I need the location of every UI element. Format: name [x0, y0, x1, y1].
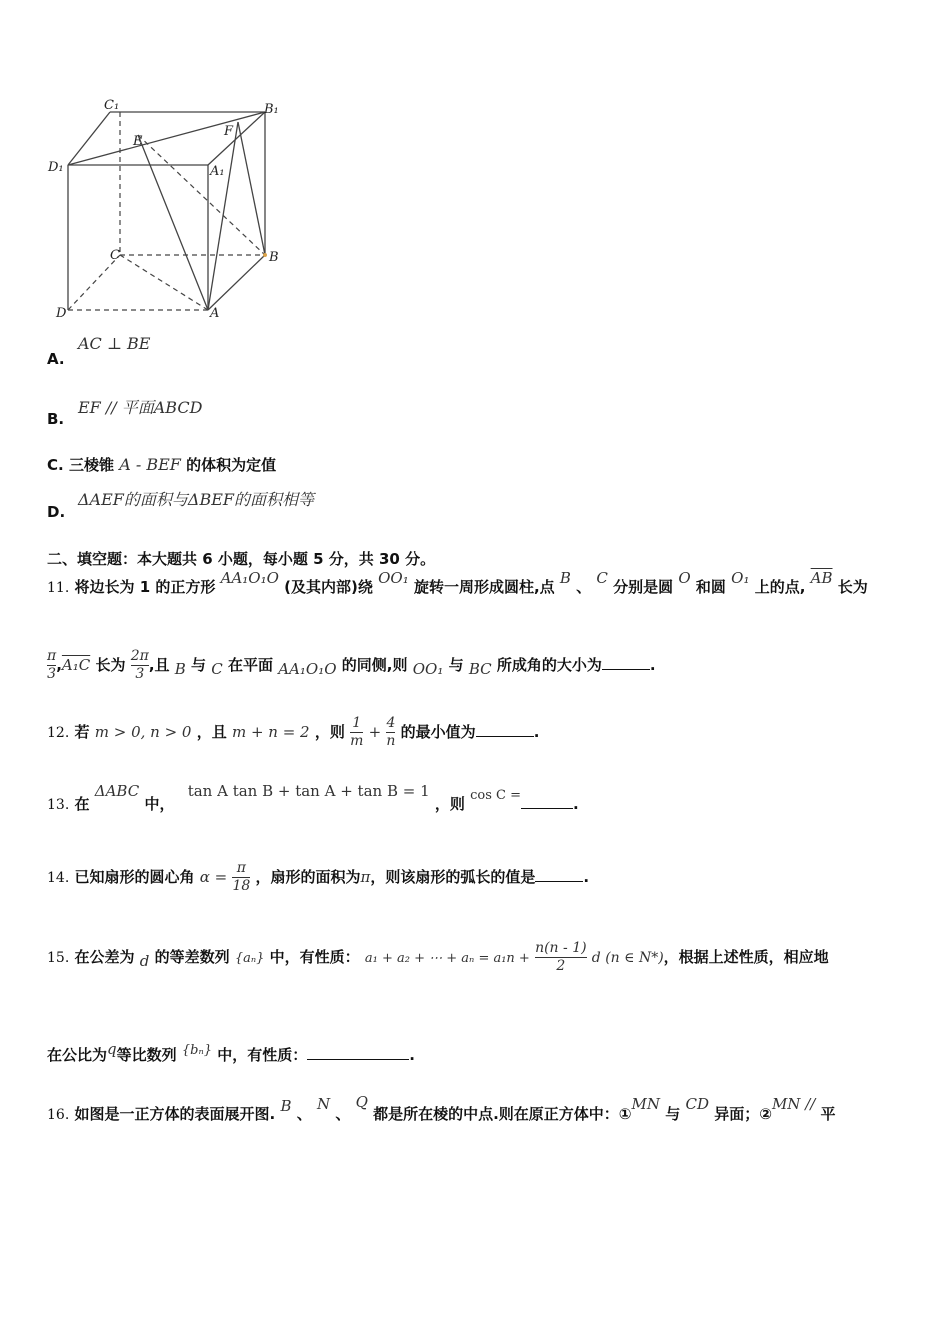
q11-text: 在平面 [228, 656, 274, 674]
answer-blank[interactable] [521, 808, 573, 809]
q11-math: OO₁ [412, 660, 444, 678]
q15-text: 在公差为 [74, 948, 135, 966]
q13-text: 在 [74, 795, 90, 813]
q11-text: 分别是圆 [613, 578, 674, 596]
q11-fraction [131, 648, 149, 683]
q13-text: ，则 [434, 795, 465, 813]
label-c: C [110, 248, 120, 263]
q11-math: AA₁O₁O [278, 660, 337, 678]
numerator: 1 [352, 715, 362, 731]
q12-fraction-2 [386, 715, 395, 750]
q14-math: α = [199, 868, 228, 886]
q11-text: ,且 [148, 656, 170, 674]
question-13 [47, 782, 579, 814]
q12-text: ，且 [196, 723, 227, 741]
label-a1: A₁ [210, 164, 225, 179]
edge-dc [68, 255, 120, 310]
q11-math: C [211, 660, 223, 678]
edge-ab [208, 255, 265, 310]
numerator: π [236, 860, 246, 876]
q11-math: BC [468, 660, 492, 678]
numerator: 4 [386, 715, 396, 731]
label-b: B [269, 250, 279, 265]
question-number: 13. [47, 797, 70, 813]
q11-text: 旋转一周形成圆柱,点 [413, 578, 555, 596]
q14-text: ，扇形的面积为 [255, 868, 361, 886]
label-a: A [210, 306, 220, 321]
answer-blank[interactable] [535, 881, 583, 882]
q11-math: $\overline{AB}$ [810, 569, 833, 587]
q13-math: ΔABC [94, 782, 140, 800]
question-number: 12. [47, 725, 70, 741]
q11-text: 长为 [95, 656, 126, 674]
q16-math: N [316, 1095, 331, 1113]
q12-fraction-1 [350, 715, 363, 750]
q13-math: tan A tan B + tan A + tan B = 1 [187, 782, 430, 800]
label-f: F [224, 124, 234, 139]
q15-text: . [409, 1046, 415, 1064]
q16-math: CD [685, 1095, 709, 1113]
label-e: E [133, 134, 143, 149]
q15-text: 在公比为 [47, 1046, 108, 1064]
q15-text: 中，有性质： [217, 1046, 308, 1064]
question-14 [47, 860, 589, 895]
q12-math: + [368, 723, 382, 741]
denominator: 18 [232, 878, 251, 894]
option-c-prefix: 三棱锥 [68, 456, 114, 474]
q16-text: 、 [335, 1105, 351, 1123]
q11-text: (及其内部)绕 [284, 578, 373, 596]
denominator: 2 [535, 957, 587, 975]
q11-math: O₁ [731, 569, 750, 587]
answer-blank[interactable] [602, 669, 650, 670]
q11-fraction [47, 648, 56, 683]
q16-text: 异面；② [714, 1105, 772, 1123]
q12-math: m + n = 2 [231, 723, 310, 741]
q11-text: 、 [576, 578, 592, 596]
q11-text: 长为 [837, 578, 868, 596]
label-d1: D₁ [48, 160, 64, 175]
question-number: 11. [47, 580, 70, 596]
question-16 [47, 1093, 836, 1124]
q12-text: 若 [74, 723, 90, 741]
q11-text: 所成角的大小为 [496, 656, 602, 674]
q15-text: 的等差数列 [154, 948, 230, 966]
question-12 [47, 715, 539, 750]
line-bf [238, 122, 265, 255]
denominator: n [386, 733, 396, 749]
line-eb [138, 135, 265, 255]
question-15-line2 [47, 1040, 415, 1065]
denominator: 3 [47, 666, 57, 682]
cube-figure [40, 95, 290, 325]
label-b1: B₁ [264, 102, 279, 117]
numerator: π [47, 648, 57, 664]
answer-blank[interactable] [476, 736, 534, 737]
q16-text: 、 [296, 1105, 312, 1123]
q11-math: OO₁ [378, 569, 409, 587]
option-d-letter: D. [47, 503, 66, 521]
edge-c1d1 [68, 112, 110, 165]
q16-text: 都是所在棱的中点.则在原正方体中：① [373, 1105, 632, 1123]
q11-text: 将边长为 1 的正方形 [74, 578, 216, 596]
q16-text: 如图是一正方体的表面展开图. [74, 1105, 276, 1123]
question-number: 16. [47, 1107, 70, 1123]
q11-math: C [596, 569, 608, 587]
q11-text: , [56, 656, 62, 674]
q12-text: 的最小值为 [400, 723, 476, 741]
question-11-line1 [47, 569, 868, 597]
option-b-text: EF // 平面ABCD [78, 398, 203, 417]
q14-text: 已知扇形的圆心角 [74, 868, 195, 886]
q16-math: B [280, 1097, 292, 1115]
q15-math: {bₙ} [181, 1043, 213, 1058]
option-d-text: ΔAEF的面积与ΔBEF的面积相等 [78, 490, 314, 509]
q16-text: 与 [665, 1105, 681, 1123]
option-a-text: AC ⊥ BE [78, 334, 151, 353]
numerator: n(n - 1) [535, 940, 587, 956]
q11-math: A₁C [61, 656, 91, 674]
question-number: 15. [47, 950, 70, 966]
section-title: 二、填空题：本大题共 6 小题，每小题 5 分，共 30 分。 [47, 550, 436, 568]
q11-math: B [174, 660, 186, 678]
question-11-line2 [47, 648, 656, 683]
q15-fraction [535, 940, 587, 975]
q13-math: cos C = [470, 788, 521, 803]
q15-text: ，根据上述性质，相应地 [663, 948, 829, 966]
q16-math: MN // [771, 1095, 816, 1113]
q13-text: 中， [144, 795, 175, 813]
label-d: D [56, 306, 67, 321]
q14-fraction [232, 860, 250, 895]
option-a-letter: A. [47, 350, 65, 368]
q15-math: d [139, 952, 150, 970]
denominator: 3 [131, 665, 149, 683]
line-ac [120, 255, 208, 310]
q15-math: q [107, 1040, 117, 1058]
q14-text: . [583, 868, 590, 886]
q11-text: . [649, 656, 656, 674]
q12-text: . [533, 723, 540, 741]
q11-math: O [678, 569, 691, 587]
option-c-letter: C. [47, 456, 64, 474]
label-c1: C₁ [104, 98, 120, 113]
q16-text: 平 [820, 1105, 836, 1123]
q11-math: B [559, 569, 571, 587]
option-c-suffix: 的体积为定值 [186, 456, 277, 474]
q16-math: MN [631, 1095, 660, 1113]
numerator: 2π [130, 648, 149, 664]
option-c-math: A - BEF [119, 455, 181, 474]
q14-math: π [360, 868, 371, 886]
q15-math: {aₙ} [234, 951, 265, 966]
q11-text: 的同侧,则 [341, 656, 408, 674]
q15-text: 中，有性质： [269, 948, 360, 966]
q11-text: 上的点, [754, 578, 806, 596]
q16-math: Q [355, 1093, 368, 1111]
q11-text: 和圆 [695, 578, 726, 596]
answer-blank[interactable] [307, 1059, 409, 1060]
q11-math: AA₁O₁O [220, 569, 279, 587]
question-number: 14. [47, 870, 70, 886]
q13-text: . [573, 795, 579, 813]
option-c [47, 454, 276, 475]
q12-text: ，则 [314, 723, 345, 741]
option-b-letter: B. [47, 410, 65, 428]
question-15-line1 [47, 940, 829, 975]
q14-text: ，则该扇形的弧长的值是 [370, 868, 536, 886]
q12-math: m > 0, n > 0 [94, 723, 192, 741]
q15-text: 等比数列 [116, 1046, 177, 1064]
line-ae [138, 135, 208, 310]
q15-math: d (n ∈ N*) [591, 950, 664, 966]
q11-text: 与 [191, 656, 207, 674]
q15-math: a₁ + a₂ + ⋯ + aₙ = a₁n + [364, 951, 530, 966]
q11-text: 与 [448, 656, 464, 674]
denominator: m [350, 733, 364, 749]
